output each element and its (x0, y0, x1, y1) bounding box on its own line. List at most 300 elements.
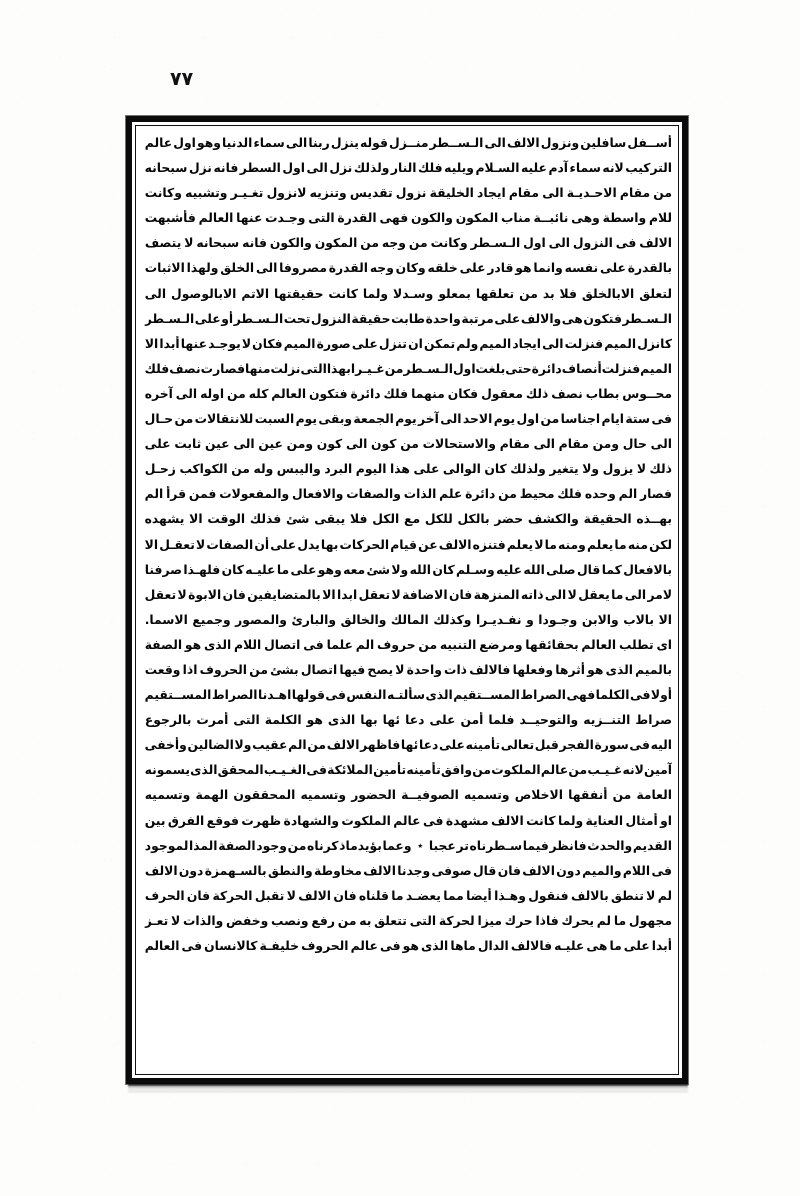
word: فى (629, 737, 650, 753)
word: وهو (317, 561, 342, 577)
word: على (494, 310, 521, 326)
word: من (498, 486, 517, 502)
word: الالف (506, 135, 540, 150)
word: كان (484, 461, 507, 477)
word: اول (516, 411, 540, 427)
word: من (568, 762, 588, 778)
word: الكواكب (179, 461, 228, 477)
word: الاسما. (144, 611, 188, 627)
word: يتغير (549, 461, 579, 477)
word: فلك (417, 160, 443, 176)
word: الى (542, 185, 564, 201)
word: ما (544, 536, 557, 552)
word: وعما (382, 837, 412, 853)
word: الم (618, 486, 638, 502)
word: الا (144, 536, 159, 552)
word: وتسميه (463, 787, 510, 803)
word: واحدة (406, 661, 442, 677)
word: الوالى (442, 461, 481, 477)
word: الاتم (241, 285, 270, 301)
word: ومن (592, 436, 619, 452)
word: ينزل (330, 135, 359, 150)
word: نزل (329, 160, 353, 176)
word: الا (144, 335, 159, 351)
word: الالف (639, 235, 672, 251)
word: محــوس (622, 385, 672, 401)
word: يعلم (506, 536, 534, 552)
word: يتصف (144, 235, 182, 251)
manuscript-line (145, 281, 672, 306)
word: والكشف (527, 511, 579, 527)
word: الـسـطر (622, 310, 672, 326)
word: تعلقها (475, 285, 515, 301)
word: عنها (236, 210, 263, 226)
word: كرناه (307, 837, 339, 853)
word: لم (657, 887, 672, 903)
word: يشهده (144, 511, 185, 527)
word: على (351, 335, 378, 351)
word: وانما (533, 260, 563, 276)
word: خلقه (427, 260, 458, 276)
word: والذات (182, 912, 224, 928)
word: فلك (557, 486, 582, 502)
word: فى (306, 762, 327, 778)
word: فى (181, 938, 203, 953)
word: والكون (410, 210, 453, 226)
word: اجناسا (560, 411, 601, 427)
word: فهى (379, 210, 409, 226)
word: الملكوت (491, 762, 541, 778)
word: فلا (349, 511, 368, 527)
word: فلما (488, 712, 515, 728)
word: ولا (234, 737, 252, 753)
word: عالم (350, 938, 378, 953)
word: وله (253, 461, 274, 477)
word: على (270, 536, 297, 552)
word: ولذلك (510, 461, 546, 477)
word: وافق (440, 762, 473, 778)
word: الالف (298, 887, 331, 903)
word: كان (432, 561, 455, 577)
word: تعقل (144, 586, 177, 602)
word: ئها (400, 737, 419, 753)
word: بين (144, 812, 166, 828)
word: ما (391, 887, 404, 903)
word: المحقق (217, 762, 264, 778)
word: الـسـطر (470, 235, 521, 251)
word: دعا (405, 712, 425, 728)
word: الذى (190, 762, 218, 778)
word: ولا (391, 561, 409, 577)
word: الصفات (206, 536, 254, 552)
manuscript-line (145, 833, 672, 858)
word: مما (443, 887, 464, 903)
word: الاضافة (402, 586, 448, 602)
word: بها (320, 536, 339, 552)
word: السطر (239, 160, 281, 176)
word: الصفة (144, 636, 183, 652)
manuscript-line (145, 356, 672, 381)
word: الذى (327, 712, 356, 728)
word: فلهـذا (183, 561, 221, 577)
word: نائبــة (533, 210, 569, 226)
word: صوفى (431, 862, 472, 878)
word: والافعال (292, 486, 344, 502)
word: البرد (324, 461, 353, 477)
word: فذلك (249, 511, 282, 527)
word: دون (556, 862, 581, 878)
word: بالقدرة (627, 260, 672, 276)
word: والتوحيــد (519, 712, 579, 728)
word: آدم (548, 160, 569, 176)
word: هى (561, 310, 583, 326)
word: وسـلم (456, 561, 495, 577)
word: هذا (389, 461, 410, 477)
word: الصوفيــة (401, 787, 459, 803)
word: من (231, 461, 250, 477)
word: الوقت (207, 511, 246, 527)
manuscript-line (145, 933, 672, 958)
word: ستة (625, 411, 651, 427)
word: من (408, 235, 428, 251)
word: فيما (522, 837, 549, 853)
word: ما (609, 938, 622, 953)
word: التركيب (625, 160, 672, 176)
word: العناية (585, 812, 624, 828)
word: سافلين (580, 135, 627, 150)
word: لا (534, 536, 544, 552)
word: الاحد (462, 411, 493, 427)
word: والشهادة (283, 812, 339, 828)
word: هو (402, 938, 419, 953)
word: فلك (144, 360, 170, 376)
word: الم (355, 636, 375, 652)
word: الى (484, 135, 506, 150)
word: الى (544, 586, 567, 602)
word: عن (418, 536, 438, 552)
word: للام (648, 210, 672, 226)
word: اول (282, 160, 305, 176)
word: التنبيه (439, 636, 477, 652)
word: أمرت (196, 712, 229, 728)
word: أنفقها (568, 787, 608, 803)
word: والمصور (235, 611, 287, 627)
manuscript-line (145, 858, 672, 883)
word: يوم (395, 411, 417, 427)
word: مخاوطة (313, 862, 362, 878)
manuscript-line (145, 908, 672, 933)
word: من (360, 235, 379, 251)
word: القديم (632, 837, 672, 853)
word: الميم (479, 335, 512, 351)
word: لحركة (438, 912, 475, 928)
word: ما (276, 561, 290, 577)
manuscript-line (145, 707, 672, 732)
word: لا (395, 661, 405, 677)
word: هو (515, 260, 532, 276)
manuscript-line (145, 657, 672, 682)
word: ما (611, 586, 624, 602)
word: بالكل (457, 511, 490, 527)
word: الله (409, 561, 431, 577)
word: الذى (605, 661, 633, 677)
word: بشئ (270, 661, 299, 677)
word: أولا (650, 687, 672, 703)
word: تحت (283, 310, 311, 326)
word: فان (333, 887, 357, 903)
word: تر (456, 837, 469, 853)
word: بمعلو (438, 285, 471, 301)
word: والاستحالات (422, 436, 496, 452)
word: ان (408, 335, 423, 351)
word: مرتبة (461, 310, 494, 326)
word: عالم (144, 135, 173, 150)
word: قبل (534, 737, 559, 753)
word: الم (288, 737, 307, 753)
word: فنزلت (564, 335, 604, 351)
word: اتصال (300, 661, 338, 677)
word: ابدا (337, 586, 358, 602)
word: لانه (602, 160, 624, 176)
word: فهى (566, 687, 596, 703)
page-gutter-shadow (128, 1084, 688, 1093)
word: تمكن (423, 335, 456, 351)
word: علم (439, 486, 463, 502)
word: اوله (200, 385, 225, 401)
word: سورة (594, 737, 629, 753)
word: تقبل (254, 887, 285, 903)
word: الى (285, 135, 308, 150)
word: الخلق (220, 260, 255, 276)
word: قيام (390, 536, 418, 552)
word: ومرضع (479, 636, 523, 652)
manuscript-line (145, 155, 672, 180)
word: تغـيـر (230, 185, 264, 201)
word: غـيـب (587, 762, 623, 778)
manuscript-line (145, 782, 672, 807)
word: لا (567, 586, 577, 602)
word: دون (178, 862, 204, 878)
word: فتنزه (472, 536, 506, 552)
word: اذا (182, 661, 198, 677)
word: تنطق (611, 887, 644, 903)
text-frame-border (126, 116, 688, 1084)
word: غـيـر (355, 360, 385, 376)
word: ظهرت (241, 812, 282, 828)
word: الذات (403, 486, 437, 502)
word: الالف (522, 862, 555, 878)
word: الملكوت (341, 812, 391, 828)
word: العالم (581, 636, 617, 652)
word: وتسميه (300, 787, 347, 803)
word: الحركة (212, 887, 253, 903)
word: سبحانه (196, 235, 240, 251)
separator-star-icon: ٭ (417, 838, 424, 852)
word: فالالف (469, 661, 511, 677)
word: الى (144, 285, 167, 301)
word: على (290, 561, 317, 577)
word: الـسـطر (233, 310, 284, 326)
word: حروف (377, 636, 416, 652)
word: فتكون (308, 385, 348, 401)
word: ربنا (308, 135, 330, 150)
word: قال (472, 862, 497, 878)
word: وجه (369, 260, 394, 276)
word: ذاته (520, 586, 544, 602)
word: كما (601, 561, 622, 577)
word: وسـدلا (393, 285, 434, 301)
word: الملائكة (327, 762, 373, 778)
folio-number: ٧٧ (170, 68, 194, 90)
word: وهو (196, 135, 221, 150)
word: الكل (372, 511, 400, 527)
word: يوم (493, 411, 516, 427)
word: نصف (551, 385, 583, 401)
word: واليبس (276, 461, 321, 477)
word: بالاب (623, 611, 655, 627)
manuscript-line (145, 456, 672, 481)
word: فالالف (510, 938, 553, 953)
word: لا (196, 536, 206, 552)
word: لكن (649, 536, 672, 552)
word: شئ (285, 511, 310, 527)
word: من (249, 661, 268, 677)
word: الاحـديـة (566, 185, 617, 201)
manuscript-line (145, 883, 672, 908)
word: الـســطر (429, 135, 484, 150)
manuscript-line (145, 682, 672, 707)
word: حقيقة (351, 310, 391, 326)
word: على (194, 310, 221, 326)
word: كان (221, 561, 244, 577)
word: سماء (569, 160, 601, 176)
manuscript-line (145, 180, 672, 205)
word: يزول (602, 461, 634, 477)
word: لا (286, 887, 296, 903)
word: عالم (540, 762, 569, 778)
word: اول (523, 235, 546, 251)
word: الى (345, 436, 368, 452)
word: وكانت (144, 185, 182, 201)
word: بالالف (570, 887, 609, 903)
word: وكذلك (433, 611, 472, 627)
word: مقام (558, 436, 589, 452)
word: الى (533, 436, 555, 452)
word: وفعلها (512, 661, 554, 677)
word: لا (177, 586, 187, 602)
word: السـلام (475, 160, 520, 176)
word: الميم (640, 360, 672, 376)
word: ومنه (558, 536, 586, 552)
word: حضر (494, 511, 524, 527)
word: الهمة (195, 787, 229, 803)
word: عنها (180, 335, 207, 351)
word: الصراط (211, 687, 258, 703)
word: صلى (546, 561, 576, 577)
word: التى (308, 210, 335, 226)
word: الكلمة (264, 712, 302, 728)
word: هو (306, 712, 323, 728)
word: لا (391, 586, 401, 602)
word: فى (651, 411, 672, 427)
word: نفـديـرا (475, 611, 522, 627)
word: طابت (391, 310, 426, 326)
word: الحركات (339, 536, 390, 552)
word: لامر (647, 586, 672, 602)
word: عليه (496, 561, 523, 577)
manuscript-line (145, 632, 672, 657)
word: ايجاد (512, 335, 542, 351)
word: كله (248, 385, 269, 401)
word: بلغت (475, 360, 506, 376)
word: وهـذا (494, 887, 526, 903)
word: الميم (283, 335, 316, 351)
word: نفسه (564, 260, 599, 276)
word: فى (615, 235, 637, 251)
word: من (653, 185, 672, 201)
word: وبقى (318, 411, 353, 427)
word: العالم (144, 938, 180, 953)
word: الى (255, 260, 278, 276)
word: منهما (411, 385, 445, 401)
word: وكانت (430, 235, 468, 251)
word: كون (371, 436, 397, 452)
manuscript-line (145, 306, 672, 331)
word: اللام (234, 636, 262, 652)
word: واسطة (602, 210, 647, 226)
word: ذلك (525, 385, 549, 401)
manuscript-line (145, 732, 672, 757)
manuscript-line (145, 205, 672, 230)
word: من (472, 762, 492, 778)
word: الحروف (199, 661, 248, 677)
word: الضالين (187, 737, 234, 753)
word: معه (343, 561, 366, 577)
word: المســتقيم (144, 687, 212, 703)
word: نصف (169, 360, 201, 376)
word: عليـه (245, 561, 276, 577)
word: الميم (604, 335, 637, 351)
word: قوله (360, 135, 388, 150)
word: لا (171, 912, 181, 928)
word: الاثبات (144, 260, 185, 276)
word: فكان (252, 335, 283, 351)
word: نزول (395, 185, 427, 201)
word: وتسميه (144, 787, 191, 803)
word: ونزول (540, 135, 580, 150)
word: اتصال (264, 636, 301, 652)
word: الحرف (144, 887, 185, 903)
word: من (418, 636, 438, 652)
manuscript-line (145, 557, 672, 582)
word: يبقى (314, 511, 346, 527)
word: ايجاد (476, 185, 506, 201)
word: وحده (584, 486, 616, 502)
word: من (519, 285, 538, 301)
word: القدرة (328, 260, 369, 276)
word: والابن (581, 611, 619, 627)
word: الغـيـب (263, 762, 307, 778)
word: العالم (198, 210, 234, 226)
word: عالم (393, 812, 421, 828)
word: ماها (450, 938, 476, 953)
word: عين (205, 436, 230, 452)
word: بد (542, 285, 555, 301)
word: وهى (571, 210, 600, 226)
word: الـسـطر (144, 310, 195, 326)
word: يعقل (578, 586, 610, 602)
word: الفرق (167, 812, 205, 828)
